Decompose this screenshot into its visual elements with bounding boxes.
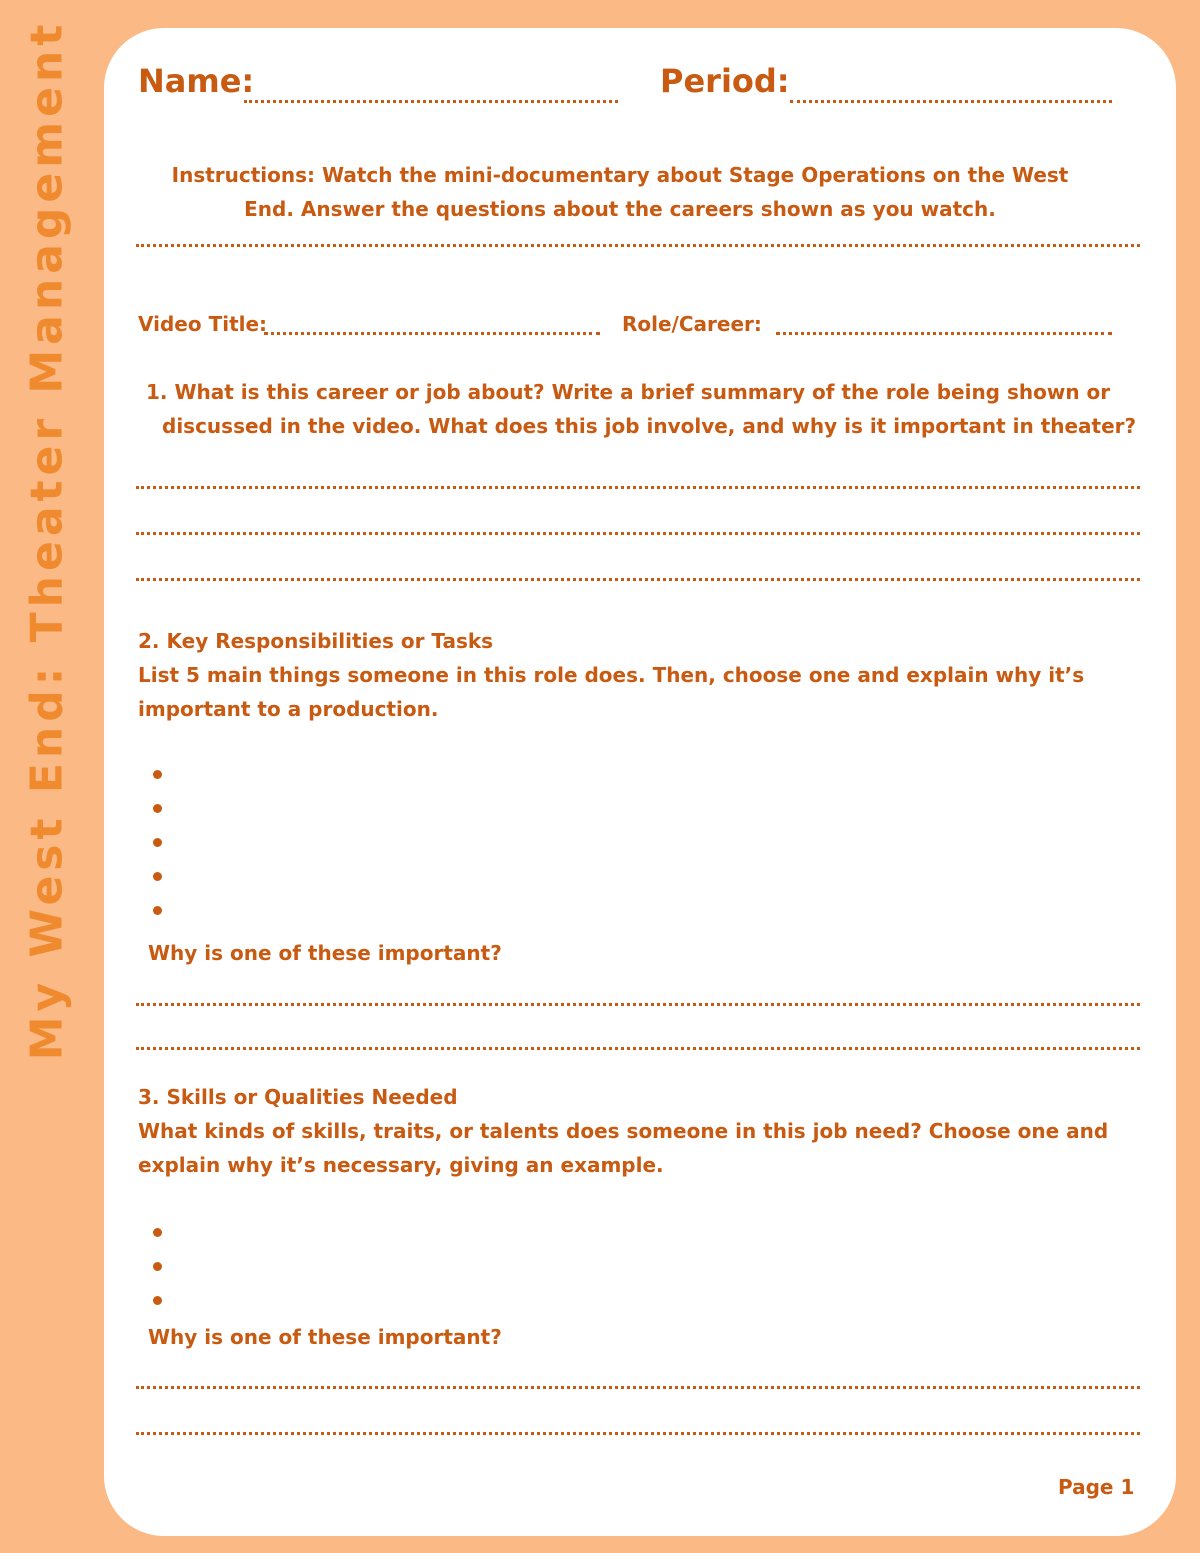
- question-2-why: Why is one of these important?: [148, 941, 502, 965]
- question-2-line-2: important to a production.: [138, 697, 439, 721]
- worksheet-card: [104, 28, 1176, 1536]
- instructions: [140, 158, 1100, 226]
- role-field[interactable]: [776, 332, 1112, 335]
- answer-line[interactable]: [136, 578, 1140, 581]
- answer-line[interactable]: [136, 486, 1140, 489]
- sidebar-title: My West End: Theater Management: [21, 19, 73, 1061]
- video-title-field[interactable]: [264, 332, 600, 335]
- question-1-line-1: 1. What is this career or job about? Write a brief summary of the role being shown or: [146, 380, 1111, 404]
- answer-line[interactable]: [136, 1386, 1140, 1389]
- answer-line[interactable]: [136, 532, 1140, 535]
- question-3-line-2: explain why it’s necessary, giving an example.: [138, 1153, 664, 1177]
- name-label: Name:: [138, 62, 255, 100]
- period-field[interactable]: [790, 100, 1112, 103]
- instructions-divider: [136, 244, 1140, 247]
- answer-line[interactable]: [136, 1432, 1140, 1435]
- answer-line[interactable]: [136, 1003, 1140, 1006]
- question-2-heading: 2. Key Responsibilities or Tasks: [138, 629, 494, 653]
- question-3-line-1: What kinds of skills, traits, or talents does someone in this job need? Choose one and: [138, 1119, 1109, 1143]
- instructions-line-1: Instructions: Watch the mini-documentary about Stage Operations on the West: [171, 163, 1069, 187]
- instructions-line-2: End. Answer the questions about the careers shown as you watch.: [244, 197, 996, 221]
- question-3-heading: 3. Skills or Qualities Needed: [138, 1085, 458, 1109]
- name-field[interactable]: [244, 100, 618, 103]
- video-title-label: Video Title:: [138, 312, 268, 336]
- period-label: Period:: [660, 62, 790, 100]
- question-2-line-1: List 5 main things someone in this role does. Then, choose one and explain why it’s: [138, 663, 1085, 687]
- answer-line[interactable]: [136, 1047, 1140, 1050]
- question-3-why: Why is one of these important?: [148, 1325, 502, 1349]
- role-label: Role/Career:: [622, 312, 762, 336]
- question-1-line-2: discussed in the video. What does this job involve, and why is it important in theater?: [162, 414, 1137, 438]
- page-number: Page 1: [1058, 1475, 1135, 1499]
